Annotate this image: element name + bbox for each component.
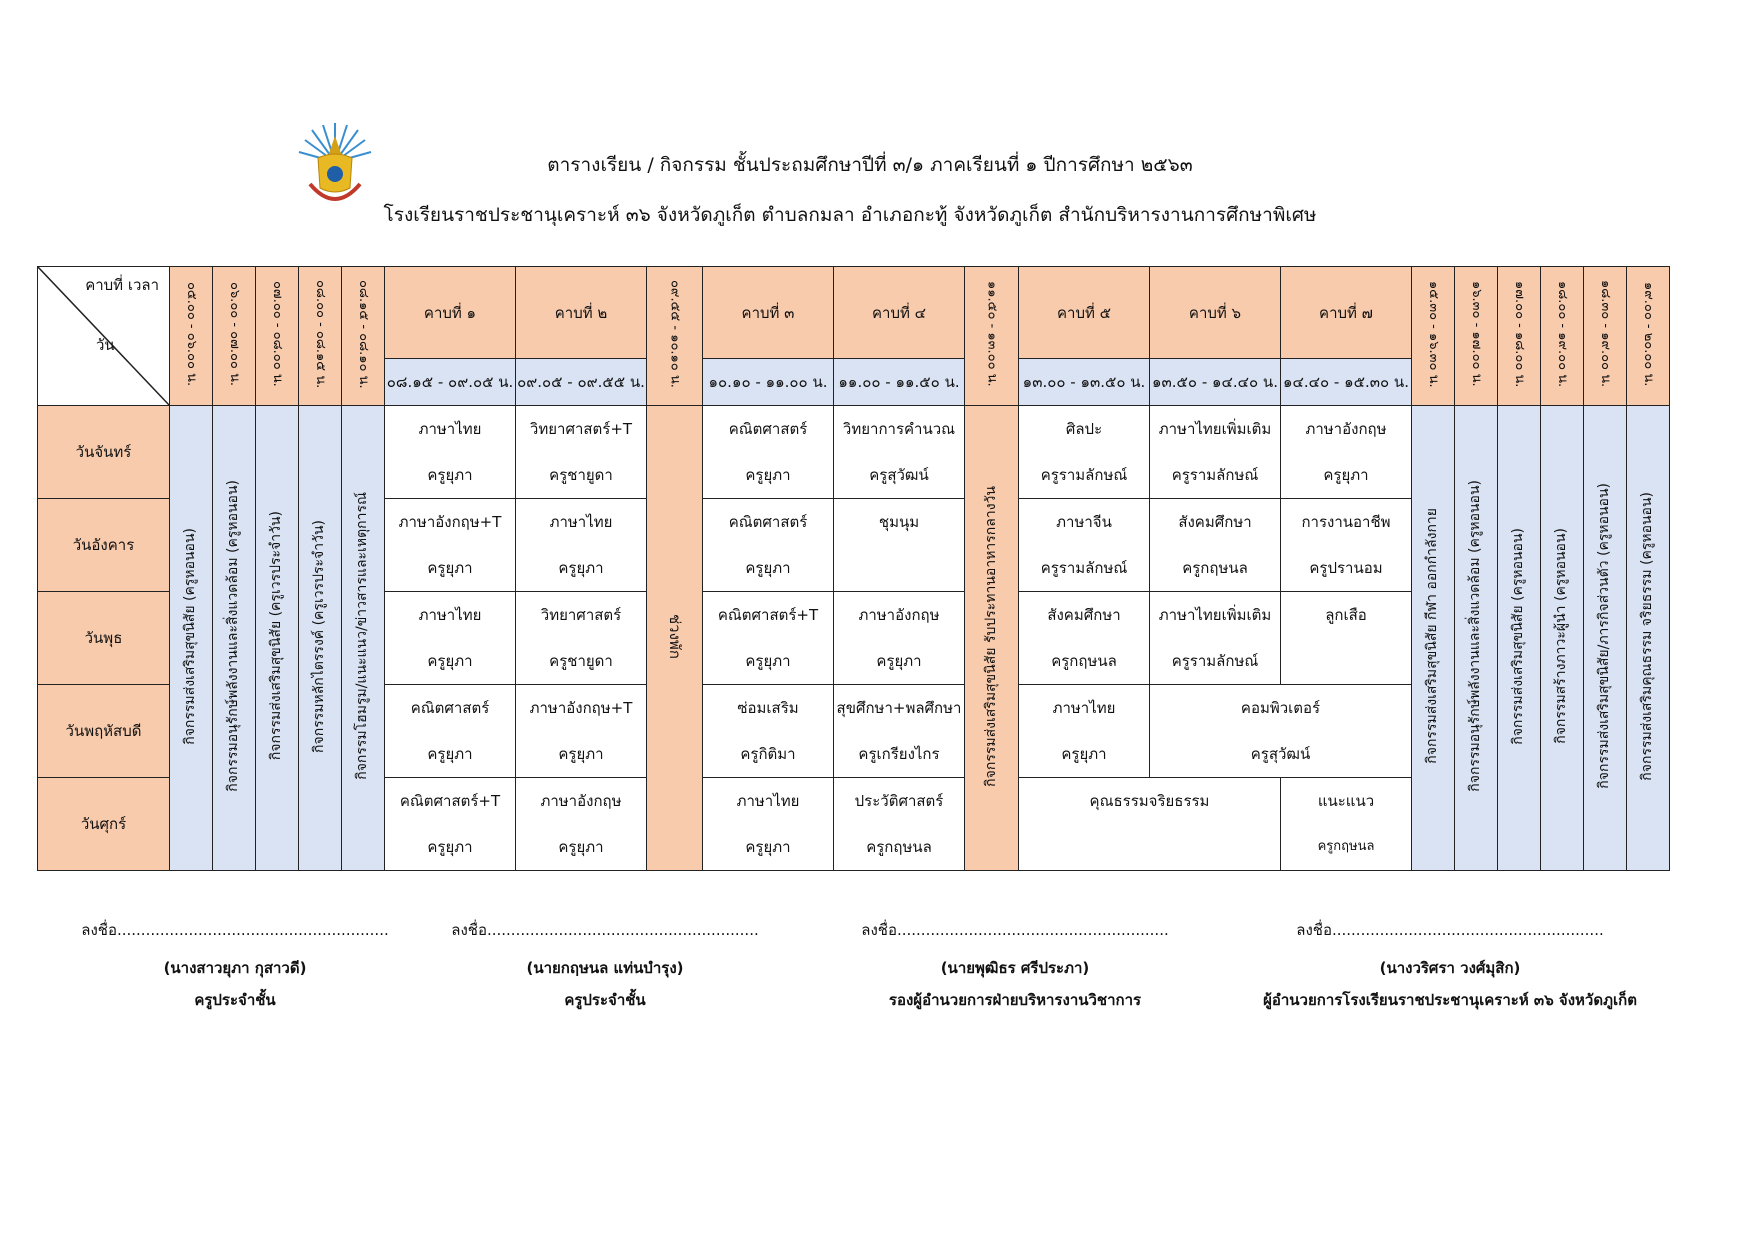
class-cell: คณิตศาสตร์ ครูยุภา bbox=[385, 685, 516, 778]
class-cell: ประวัติศาสตร์ ครูกฤษนล bbox=[834, 778, 965, 871]
signature-line: ลงชื่อ......................................................... bbox=[1296, 921, 1604, 939]
class-cell: คอมพิวเตอร์ ครูสุวัฒน์ bbox=[1150, 685, 1412, 778]
period-time: ๑๐.๑๐ - ๑๑.๐๐ น. bbox=[703, 359, 834, 406]
class-cell: สังคมศึกษา ครูกฤษนล bbox=[1019, 592, 1150, 685]
class-cell: ภาษาไทยเพิ่มเติม ครูรามลักษณ์ bbox=[1150, 406, 1281, 499]
time-header: ๐๖.๐๐ - ๐๗.๐๐ น. bbox=[213, 267, 256, 406]
class-cell: ภาษาอังกฤษ ครูยุภา bbox=[516, 778, 647, 871]
class-cell: สังคมศึกษา ครูกฤษนล bbox=[1150, 499, 1281, 592]
time-header: ๑๖.๓๐ - ๑๗.๐๐ น. bbox=[1455, 267, 1498, 406]
period-header: คาบที่ ๖ bbox=[1150, 267, 1281, 359]
time-header: ๑๘.๐๐ - ๑๙.๐๐ น. bbox=[1541, 267, 1584, 406]
break-time-header: ๐๙.๕๕ - ๑๐.๑๐ น. bbox=[647, 267, 703, 406]
signature-block bbox=[1240, 918, 1660, 1012]
timetable bbox=[37, 266, 1670, 871]
signature-line: ลงชื่อ......................................................... bbox=[81, 921, 389, 939]
class-cell: ภาษาไทย ครูยุภา bbox=[385, 592, 516, 685]
signer-role: รองผู้อำนวยการฝ่ายบริหารงานวิชาการ bbox=[888, 991, 1142, 1009]
school-subtitle: โรงเรียนราชประชานุเคราะห์ ๓๖ จังหวัดภูเก็ต ตำบลกมลา อำเภอกะทู้ จังหวัดภูเก็ต สำนักบริหารงานการศึกษาพิเศษ bbox=[383, 204, 1317, 226]
time-header: ๐๘.๐๐ - ๐๘.๑๕ น. bbox=[299, 267, 342, 406]
signer-name: (นางสาวยุภา กุสาวดี) bbox=[163, 959, 307, 977]
signer-name: (นางวริศรา วงศ์มุสิก) bbox=[1379, 959, 1521, 977]
class-cell: ภาษาอังกฤษ ครูยุภา bbox=[834, 592, 965, 685]
class-cell: ภาษาจีน ครูรามลักษณ์ bbox=[1019, 499, 1150, 592]
signature-line: ลงชื่อ......................................................... bbox=[451, 921, 759, 939]
class-cell: ภาษาไทยเพิ่มเติม ครูรามลักษณ์ bbox=[1150, 592, 1281, 685]
day-label: วันศุกร์ bbox=[38, 778, 170, 871]
activity-column: กิจกรรมอนุรักษ์พลังงานและสิ่งแวดล้อม (ครูหอนอน) bbox=[1455, 406, 1498, 871]
time-header: ๑๘.๓๐ - ๑๙.๐๐ น. bbox=[1584, 267, 1627, 406]
lunch-time-header: ๑๑.๕๐ - ๑๓.๐๐ น. bbox=[965, 267, 1019, 406]
break-cell: ช่วงพัก bbox=[647, 406, 703, 871]
signer-name: (นายกฤษนล แท่นบำรุง) bbox=[526, 959, 684, 977]
time-header: ๑๗.๐๐ - ๑๘.๐๐ น. bbox=[1498, 267, 1541, 406]
period-time: ๑๓.๐๐ - ๑๓.๕๐ น. bbox=[1019, 359, 1150, 406]
class-cell: ศิลปะ ครูรามลักษณ์ bbox=[1019, 406, 1150, 499]
period-header: คาบที่ ๑ bbox=[385, 267, 516, 359]
signature-block bbox=[850, 918, 1180, 1012]
class-cell: คณิตศาสตร์+T ครูยุภา bbox=[385, 778, 516, 871]
activity-column: กิจกรรมส่งเสริมสุขนิสัย (ครูหอนอน) bbox=[1498, 406, 1541, 871]
class-cell: วิทยาศาสตร์+T ครูชายูดา bbox=[516, 406, 647, 499]
period-time: ๐๘.๑๕ - ๐๙.๐๕ น. bbox=[385, 359, 516, 406]
class-cell: ซ่อมเสริม ครูกิติมา bbox=[703, 685, 834, 778]
class-cell: คณิตศาสตร์ ครูยุภา bbox=[703, 499, 834, 592]
timetable-title: ตารางเรียน / กิจกรรม ชั้นประถมศึกษาปีที่ ๓/๑ ภาคเรียนที่ ๑ ปีการศึกษา ๒๕๖๓ bbox=[547, 154, 1193, 176]
activity-column: กิจกรรมหลักไตรรงค์ (ครูเวรประจำวัน) bbox=[299, 406, 342, 871]
activity-column: กิจกรรมอนุรักษ์พลังงานและสิ่งแวดล้อม (ครูหอนอน) bbox=[213, 406, 256, 871]
lunch-cell: กิจกรรมส่งเสริมสุขนิสัย รับประทานอาหารกลางวัน bbox=[965, 406, 1019, 871]
activity-column: กิจกรรมสร้างภาวะผู้นำ (ครูหอนอน) bbox=[1541, 406, 1584, 871]
class-cell: ชุมนุม bbox=[834, 499, 965, 592]
activity-column: กิจกรรมโฮมรูม/แนะแนว/ข่าวสารและเหตุการณ์ bbox=[342, 406, 385, 871]
class-cell: วิทยาการคำนวณ ครูสุวัฒน์ bbox=[834, 406, 965, 499]
activity-column: กิจกรรมส่งเสริมสุขนิสัย กีฬา ออกกำลังกาย bbox=[1412, 406, 1455, 871]
signature-line: ลงชื่อ......................................................... bbox=[861, 921, 1169, 939]
period-time: ๑๓.๕๐ - ๑๔.๔๐ น. bbox=[1150, 359, 1281, 406]
class-cell: แนะแนว ครูกฤษนล bbox=[1281, 778, 1412, 871]
signature-block bbox=[440, 918, 770, 1012]
signer-role: ครูประจำชั้น bbox=[194, 991, 276, 1009]
period-time: ๑๑.๐๐ - ๑๑.๕๐ น. bbox=[834, 359, 965, 406]
signer-role: ผู้อำนวยการโรงเรียนราชประชานุเคราะห์ ๓๖ จังหวัดภูเก็ต bbox=[1263, 991, 1637, 1009]
period-header: คาบที่ ๓ bbox=[703, 267, 834, 359]
class-cell: คณิตศาสตร์+T ครูยุภา bbox=[703, 592, 834, 685]
class-cell: ภาษาอังกฤษ+T ครูยุภา bbox=[516, 685, 647, 778]
class-cell: การงานอาชีพ ครูปรานอม bbox=[1281, 499, 1412, 592]
class-cell: คุณธรรมจริยธรรม bbox=[1019, 778, 1281, 871]
class-cell: ภาษาไทย ครูยุภา bbox=[703, 778, 834, 871]
activity-column: กิจกรรมส่งเสริมสุขนิสัย (ครูเวรประจำวัน) bbox=[256, 406, 299, 871]
time-header: ๐๘.๑๕ - ๐๘.๑๐ น. bbox=[342, 267, 385, 406]
time-header: ๐๗.๐๐ - ๐๘.๐๐ น. bbox=[256, 267, 299, 406]
class-cell: ภาษาอังกฤษ ครูยุภา bbox=[1281, 406, 1412, 499]
day-label: วันจันทร์ bbox=[38, 406, 170, 499]
signature-block bbox=[70, 918, 400, 1012]
time-header: ๑๕.๓๐ - ๑๖.๓๐ น. bbox=[1412, 267, 1455, 406]
class-cell: ลูกเสือ bbox=[1281, 592, 1412, 685]
class-cell: สุขศึกษา+พลศึกษา ครูเกรียงไกร bbox=[834, 685, 965, 778]
class-cell: วิทยาศาสตร์ ครูชายูดา bbox=[516, 592, 647, 685]
class-cell: ภาษาไทย ครูยุภา bbox=[385, 406, 516, 499]
activity-column: กิจกรรมส่งเสริมสุขนิสัย (ครูหอนอน) bbox=[170, 406, 213, 871]
period-header: คาบที่ ๗ bbox=[1281, 267, 1412, 359]
day-label: วันพุธ bbox=[38, 592, 170, 685]
day-label: วันอังคาร bbox=[38, 499, 170, 592]
corner-header-cell bbox=[38, 267, 170, 406]
class-cell: ภาษาอังกฤษ+T ครูยุภา bbox=[385, 499, 516, 592]
signer-name: (นายพุฒิธร ศรีประภา) bbox=[940, 959, 1090, 977]
activity-column: กิจกรรมส่งเสริมสุขนิสัย/ภารกิจส่วนตัว (ครูหอนอน) bbox=[1584, 406, 1627, 871]
time-header: ๑๙.๐๐ - ๒๐.๐๐ น. bbox=[1627, 267, 1670, 406]
period-header: คาบที่ ๕ bbox=[1019, 267, 1150, 359]
period-time: ๐๙.๐๕ - ๐๙.๕๕ น. bbox=[516, 359, 647, 406]
class-cell: ภาษาไทย ครูยุภา bbox=[1019, 685, 1150, 778]
signer-role: ครูประจำชั้น bbox=[564, 991, 646, 1009]
time-header-label: คาบที่ เวลา bbox=[85, 276, 159, 294]
class-cell: ภาษาไทย ครูยุภา bbox=[516, 499, 647, 592]
time-header: ๐๕.๐๐ - ๐๖.๐๐ น. bbox=[170, 267, 213, 406]
period-time: ๑๔.๔๐ - ๑๕.๓๐ น. bbox=[1281, 359, 1412, 406]
class-cell: คณิตศาสตร์ ครูยุภา bbox=[703, 406, 834, 499]
period-header: คาบที่ ๔ bbox=[834, 267, 965, 359]
period-header: คาบที่ ๒ bbox=[516, 267, 647, 359]
activity-column: กิจกรรมส่งเสริมคุณธรรม จริยธรรม (ครูหอนอน) bbox=[1627, 406, 1670, 871]
day-header-label: วัน bbox=[96, 336, 115, 354]
day-label: วันพฤหัสบดี bbox=[38, 685, 170, 778]
